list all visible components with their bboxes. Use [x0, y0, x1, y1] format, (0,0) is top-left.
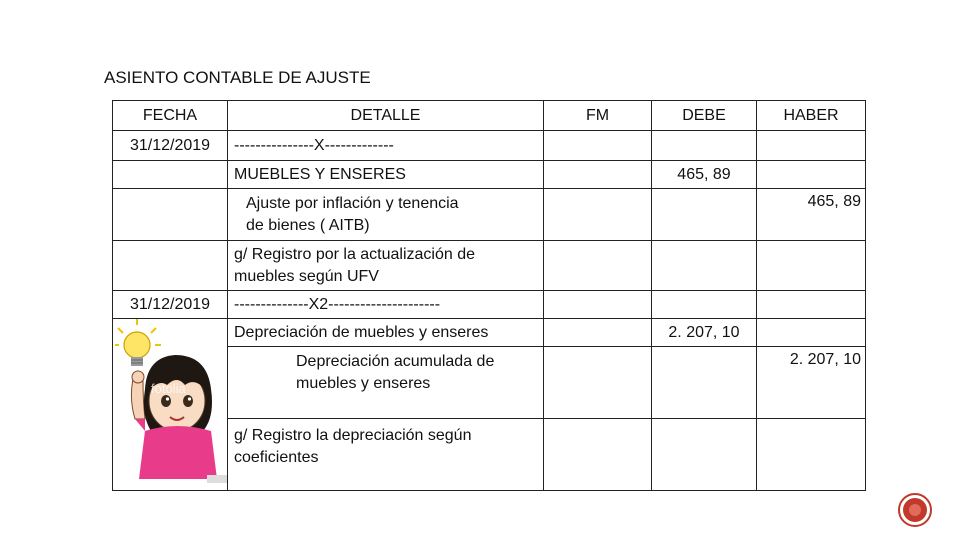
table-row [113, 131, 866, 161]
cell-debe: 465, 89 [652, 161, 757, 189]
journal-table [112, 100, 866, 491]
cell-debe [652, 131, 757, 161]
cell-fm [544, 319, 652, 347]
cell-detalle: ---------------X------------- [228, 131, 544, 161]
cell-debe: 2. 207, 10 [652, 319, 757, 347]
cell-haber [757, 291, 866, 319]
header-debe: DEBE [652, 101, 757, 131]
detalle-line-1: g/ Registro por la actualización de [234, 245, 476, 263]
cell-debe [652, 419, 757, 491]
header-row [113, 101, 866, 131]
cell-detalle: Depreciación de muebles y enseres [228, 319, 544, 347]
detalle-line-2: muebles según UFV [234, 267, 379, 285]
cell-haber: 2. 207, 10 [757, 347, 866, 419]
cell-haber: 465, 89 [757, 189, 866, 241]
cell-fm [544, 131, 652, 161]
table-row [113, 319, 866, 347]
cell-haber [757, 319, 866, 347]
table-row [113, 189, 866, 241]
watermark-text: fotolia [151, 381, 186, 396]
seal-icon [897, 492, 933, 528]
detalle-line-2: muebles y enseres [296, 375, 431, 392]
cell-detalle [228, 241, 544, 291]
detalle-line-1: g/ Registro la depreciación según [234, 427, 472, 444]
detalle-line-1: Ajuste por inflación y tenencia [246, 194, 459, 212]
cell-debe [652, 347, 757, 419]
detalle-line-1: Depreciación acumulada de [296, 353, 495, 370]
cell-haber [757, 161, 866, 189]
header-haber: HABER [757, 101, 866, 131]
illustration-cell [113, 319, 228, 491]
table-row [113, 291, 866, 319]
cell-fecha [113, 189, 228, 241]
cell-fecha [113, 161, 228, 189]
cell-fm [544, 347, 652, 419]
cell-haber [757, 241, 866, 291]
cell-fm [544, 291, 652, 319]
cell-detalle: MUEBLES Y ENSERES [228, 161, 544, 189]
cell-fm [544, 161, 652, 189]
table-row [113, 161, 866, 189]
cell-fecha: 31/12/2019 [113, 131, 228, 161]
cell-debe [652, 241, 757, 291]
cell-detalle [228, 347, 544, 419]
page-title: ASIENTO CONTABLE DE AJUSTE [104, 68, 371, 87]
cell-fecha: 31/12/2019 [113, 291, 228, 319]
idea-girl-illustration [115, 319, 229, 487]
header-fecha: FECHA [113, 101, 228, 131]
cell-fm [544, 241, 652, 291]
cell-detalle [228, 419, 544, 491]
cell-fm [544, 189, 652, 241]
table-row [113, 241, 866, 291]
lightbulb-icon [115, 319, 161, 366]
cell-debe [652, 291, 757, 319]
detalle-line-2: de bienes ( AITB) [246, 216, 370, 234]
cell-detalle [228, 189, 544, 241]
cell-fecha [113, 241, 228, 291]
cell-haber [757, 131, 866, 161]
detalle-line-2: coeficientes [234, 449, 319, 466]
header-fm: FM [544, 101, 652, 131]
cell-detalle: --------------X2--------------------- [228, 291, 544, 319]
cell-fm [544, 419, 652, 491]
header-detalle: DETALLE [228, 101, 544, 131]
cell-debe [652, 189, 757, 241]
cell-haber [757, 419, 866, 491]
